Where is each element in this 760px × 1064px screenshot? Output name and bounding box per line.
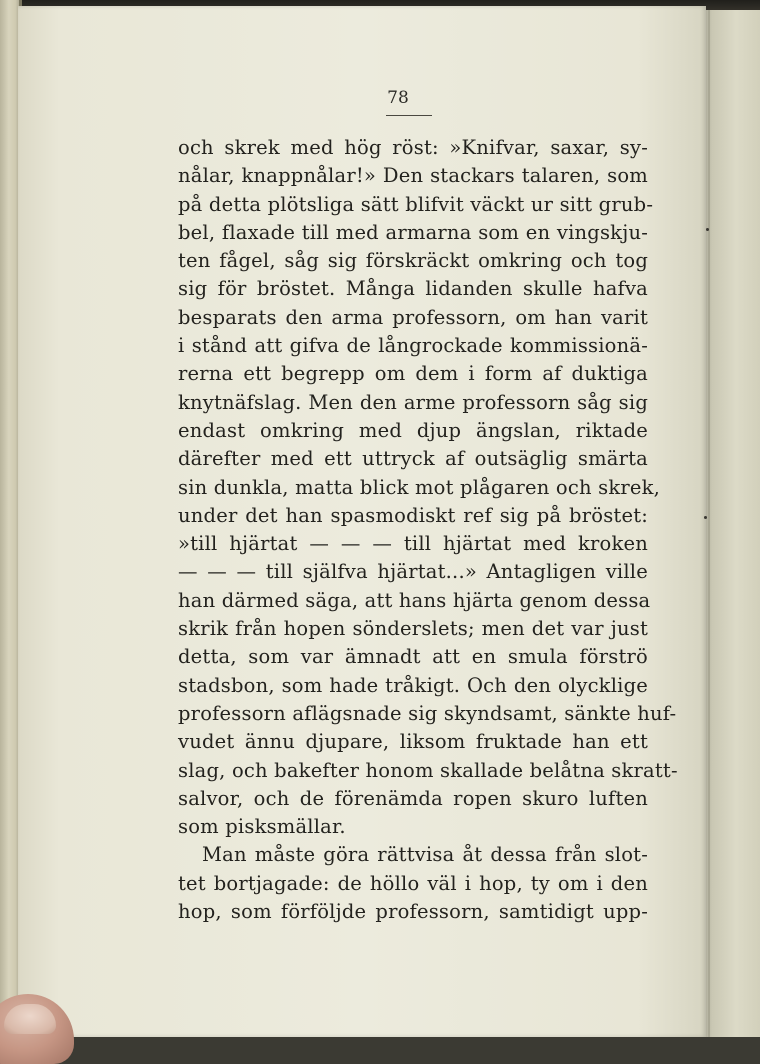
- text-line: — — — till själfva hjärtat...» Antagligen ville: [178, 560, 648, 584]
- text-line: rerna ett begrepp om dem i form af duktiga: [178, 362, 648, 386]
- text-line: salvor, och de förenämda ropen skuro luften: [178, 786, 648, 810]
- text-line: och skrek med hög röst: »Knifvar, saxar, sy-: [178, 136, 648, 159]
- text-line: på detta plötsliga sätt blifvit väckt ur sitt grub-: [178, 192, 654, 216]
- thumbnail-nail: [4, 1004, 56, 1034]
- text-line: sin dunkla, matta blick mot plågaren och skrek,: [178, 475, 661, 499]
- text-line: nålar, knappnålar!» Den stackars talaren, som: [178, 164, 648, 188]
- text-line: skrik från hopen sönderslets; men det var just: [178, 617, 648, 641]
- speck: [706, 228, 709, 231]
- text-line: därefter med ett uttryck af outsäglig smärta: [178, 447, 648, 471]
- body-text: [178, 134, 678, 926]
- text-line: bel, flaxade till med armarna som en vingskju-: [178, 220, 648, 244]
- text-line: detta, som var ämnadt att en smula förströ: [178, 645, 648, 669]
- text-line: stadsbon, som hade tråkigt. Och den olycklige: [178, 673, 648, 697]
- text-line: endast omkring med djup ängslan, riktade: [178, 418, 648, 442]
- text-line: »till hjärtat — — — till hjärtat med kroken: [178, 532, 648, 556]
- text-line: besparats den arma professorn, om han varit: [178, 305, 648, 329]
- text-line: knytnäfslag. Men den arme professorn såg sig: [178, 390, 648, 414]
- book-page: [18, 6, 706, 1037]
- text-line: i stånd att gifva de långrockade kommissionä-: [178, 334, 648, 358]
- speck: [704, 516, 707, 519]
- text-line: tet bortjagade: de höllo väl i hop, ty om i den: [178, 871, 648, 895]
- page-number-rule: [386, 115, 432, 116]
- text-line: ten fågel, såg sig förskräckt omkring och tog: [178, 249, 648, 273]
- text-line: som pisksmällar.: [178, 815, 346, 839]
- next-page-edge: [700, 10, 760, 1037]
- text-line: slag, och bakefter honom skallade belåtna skratt-: [178, 758, 678, 782]
- text-line: han därmed säga, att hans hjärta genom dessa: [178, 588, 651, 612]
- page-number: 78: [387, 88, 409, 108]
- text-line: vudet ännu djupare, liksom fruktade han ett: [178, 730, 648, 754]
- text-line: sig för bröstet. Många lidanden skulle hafva: [178, 277, 648, 301]
- text-line: professorn aflägsnade sig skyndsamt, sänkte huf-: [178, 701, 677, 725]
- text-line-paragraph-start: Man måste göra rättvisa åt dessa från slot-: [202, 843, 648, 867]
- text-line: under det han spasmodiskt ref sig på bröstet:: [178, 503, 648, 527]
- text-line: hop, som förföljde professorn, samtidigt upp-: [178, 900, 648, 924]
